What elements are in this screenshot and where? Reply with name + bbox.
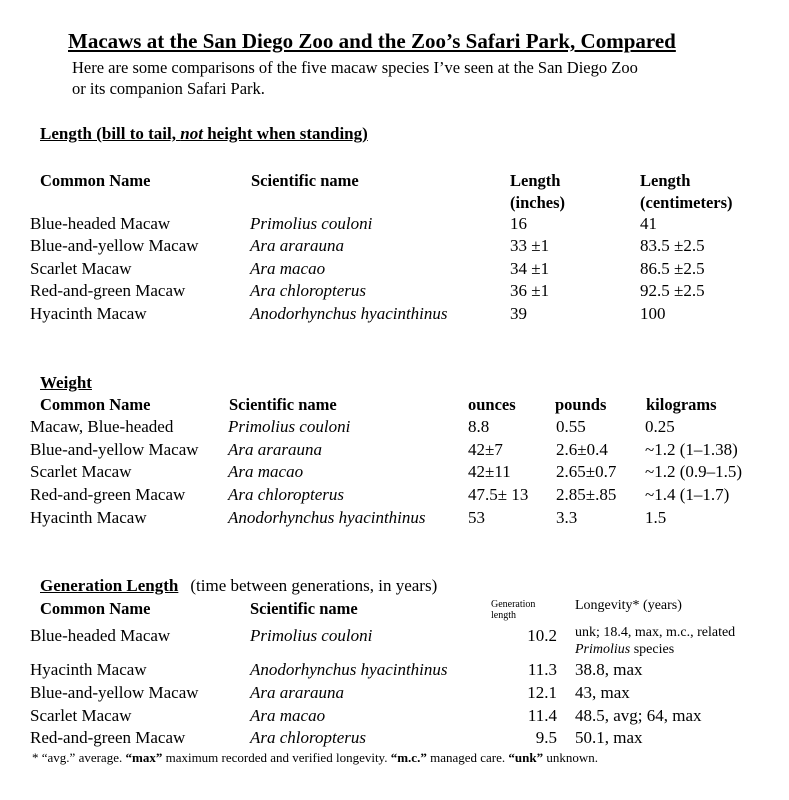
weight-ounces: 42±7 — [468, 440, 503, 459]
generation-length: 11.3 — [527, 660, 557, 679]
weight-pounds: 2.65±0.7 — [556, 462, 617, 481]
length-cm: 86.5 ±2.5 — [640, 259, 705, 278]
weight-pounds: 3.3 — [556, 508, 578, 527]
scientific-name: Primolius couloni — [250, 214, 373, 233]
length-inches: 34 ±1 — [510, 259, 550, 278]
length-header-inches: Length (inches) — [510, 171, 565, 212]
common-name: Scarlet Macaw — [30, 259, 132, 278]
scientific-name: Primolius couloni — [228, 417, 351, 436]
generation-heading: Generation Length — [40, 576, 179, 595]
weight-ounces: 47.5± 13 — [468, 485, 529, 504]
scientific-name: Ara chloropterus — [228, 485, 345, 504]
weight-header-common: Common Name — [40, 395, 151, 414]
weight-pounds: 2.6±0.4 — [556, 440, 608, 459]
weight-kilograms: ~1.2 (0.9–1.5) — [645, 462, 743, 481]
weight-header-pounds: pounds — [555, 395, 607, 414]
scientific-name: Anodorhynchus hyacinthinus — [250, 304, 448, 323]
scientific-name: Anodorhynchus hyacinthinus — [228, 508, 426, 527]
common-name: Blue-and-yellow Macaw — [30, 236, 199, 255]
common-name: Blue-headed Macaw — [30, 214, 171, 233]
longevity: 50.1, max — [575, 728, 643, 747]
common-name: Scarlet Macaw — [30, 462, 132, 481]
length-inches: 36 ±1 — [510, 281, 550, 300]
generation-length: 9.5 — [535, 728, 557, 747]
weight-ounces: 53 — [468, 508, 485, 527]
scientific-name: Ara ararauna — [250, 683, 344, 702]
intro-line-2: or its companion Safari Park. — [72, 79, 265, 98]
weight-heading: Weight — [40, 373, 92, 392]
length-cm: 92.5 ±2.5 — [640, 281, 705, 300]
length-heading: Length (bill to tail, not height when standing) — [40, 124, 368, 143]
scientific-name: Ara ararauna — [250, 236, 344, 255]
weight-kilograms: ~1.4 (1–1.7) — [645, 485, 730, 504]
scientific-name: Ara macao — [228, 462, 304, 481]
gen-header-generation: Generation length — [491, 599, 536, 621]
weight-header-scientific: Scientific name — [229, 395, 337, 414]
weight-kilograms: ~1.2 (1–1.38) — [645, 440, 738, 459]
gen-header-scientific: Scientific name — [250, 599, 358, 618]
length-inches: 16 — [510, 214, 527, 233]
common-name: Blue-headed Macaw — [30, 626, 171, 645]
common-name: Scarlet Macaw — [30, 706, 132, 725]
gen-header-longevity: Longevity* (years) — [575, 598, 682, 613]
common-name: Red-and-green Macaw — [30, 728, 186, 747]
scientific-name: Primolius couloni — [250, 626, 373, 645]
length-cm: 83.5 ±2.5 — [640, 236, 705, 255]
generation-length: 12.1 — [527, 683, 557, 702]
common-name: Hyacinth Macaw — [30, 660, 147, 679]
common-name: Red-and-green Macaw — [30, 281, 186, 300]
generation-heading-line — [40, 575, 437, 597]
weight-header-kilograms: kilograms — [646, 395, 717, 414]
common-name: Hyacinth Macaw — [30, 508, 147, 527]
generation-length: 11.4 — [527, 706, 557, 725]
length-cm: 41 — [640, 214, 657, 233]
length-inches: 39 — [510, 304, 527, 323]
generation-heading-note: (time between generations, in years) — [190, 576, 438, 595]
length-header-scientific: Scientific name — [251, 171, 359, 190]
scientific-name: Anodorhynchus hyacinthinus — [250, 660, 448, 679]
longevity: unk; 18.4, max, m.c., related Primolius species — [575, 625, 736, 657]
weight-ounces: 8.8 — [468, 417, 490, 436]
common-name: Blue-and-yellow Macaw — [30, 440, 199, 459]
common-name: Red-and-green Macaw — [30, 485, 186, 504]
weight-pounds: 2.85±.85 — [556, 485, 617, 504]
scientific-name: Ara macao — [250, 706, 326, 725]
footnote: * “avg.” average. “max” maximum recorded and verified longevity. “m.c.” managed care. “unk” unknown. — [32, 750, 598, 765]
page-title: Macaws at the San Diego Zoo and the Zoo’s Safari Park, Compared — [68, 29, 676, 53]
weight-kilograms: 1.5 — [645, 508, 667, 527]
gen-header-common: Common Name — [40, 599, 151, 618]
length-cm: 100 — [640, 304, 666, 323]
scientific-name: Ara chloropterus — [250, 728, 367, 747]
common-name: Hyacinth Macaw — [30, 304, 147, 323]
scientific-name: Ara chloropterus — [250, 281, 367, 300]
common-name: Macaw, Blue-headed — [30, 417, 174, 436]
longevity: 48.5, avg; 64, max — [575, 706, 702, 725]
longevity: 38.8, max — [575, 660, 643, 679]
weight-header-ounces: ounces — [468, 395, 516, 414]
length-inches: 33 ±1 — [510, 236, 550, 255]
scientific-name: Ara ararauna — [228, 440, 322, 459]
weight-kilograms: 0.25 — [645, 417, 675, 436]
intro-line-1: Here are some comparisons of the five macaw species I’ve seen at the San Diego Zoo — [72, 58, 638, 77]
length-header-common: Common Name — [40, 171, 151, 190]
scientific-name: Ara macao — [250, 259, 326, 278]
weight-ounces: 42±11 — [468, 462, 511, 481]
generation-length: 10.2 — [527, 626, 557, 645]
longevity: 43, max — [575, 683, 630, 702]
weight-pounds: 0.55 — [556, 417, 586, 436]
length-header-cm: Length (centimeters) — [640, 171, 733, 212]
common-name: Blue-and-yellow Macaw — [30, 683, 199, 702]
